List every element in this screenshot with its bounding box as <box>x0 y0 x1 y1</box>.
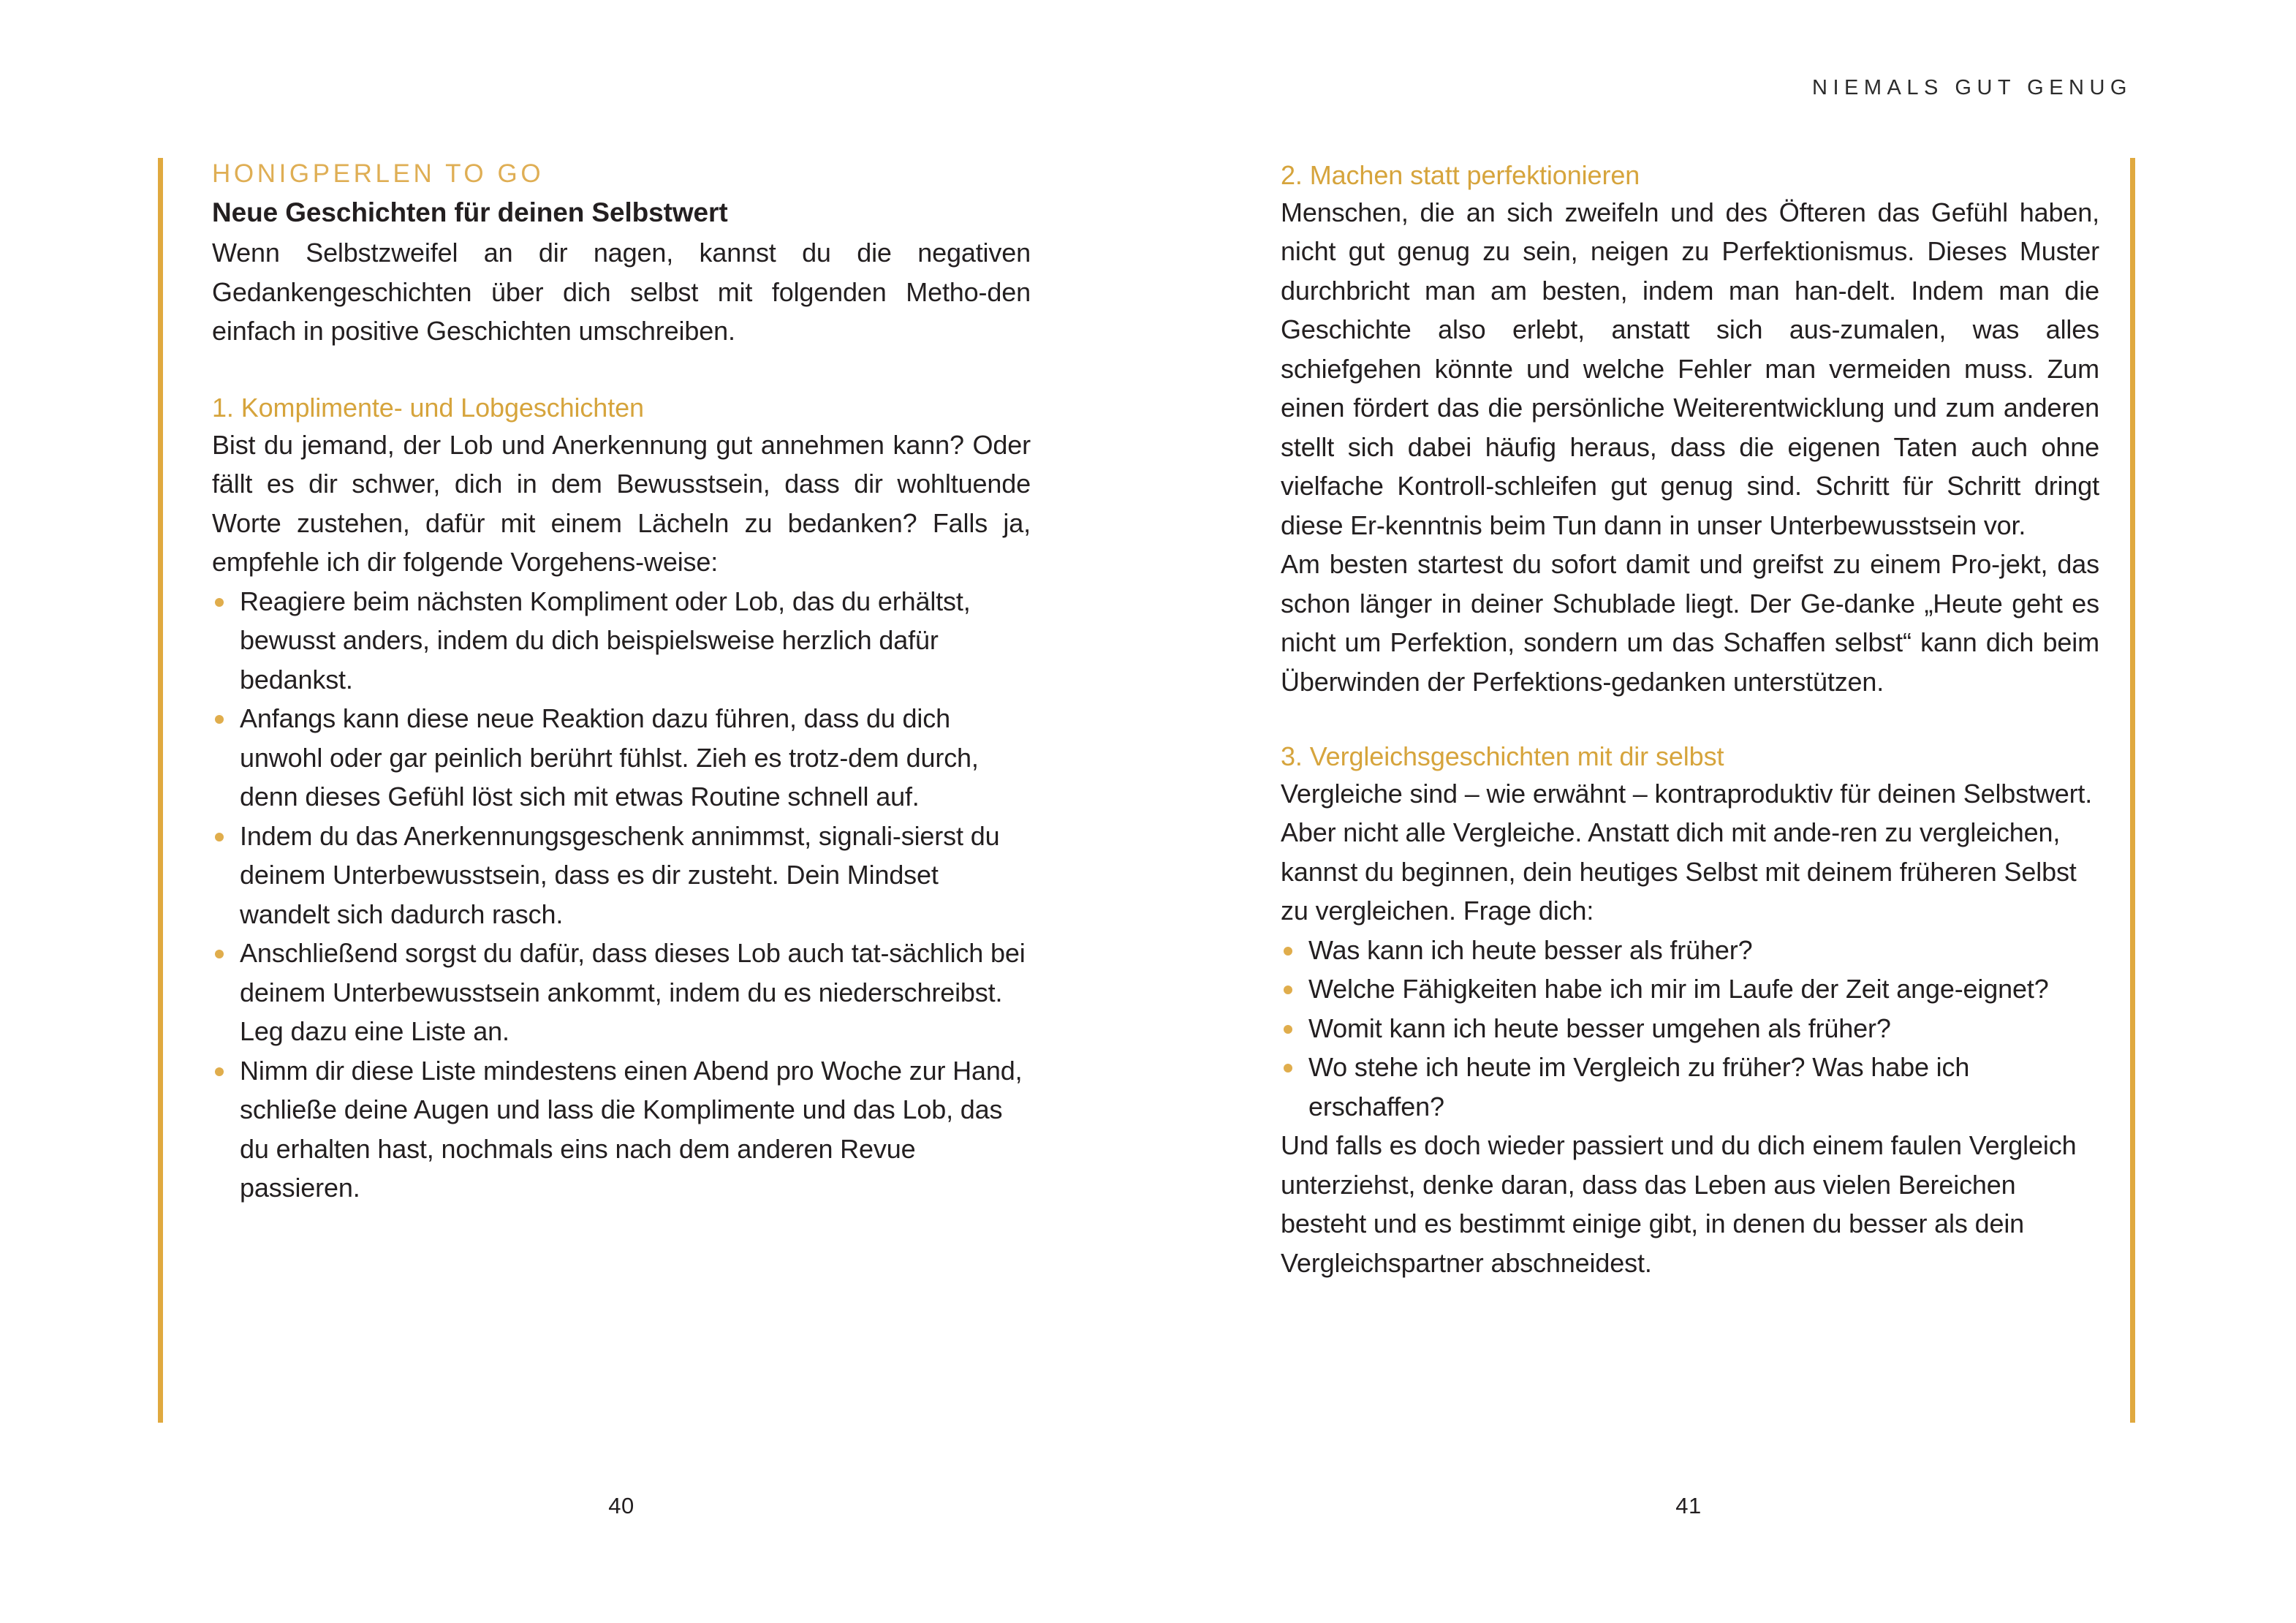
honigperlen-kicker: HONIGPERLEN TO GO <box>212 159 545 188</box>
list-item <box>1281 969 2099 1009</box>
page-left <box>212 158 1031 1208</box>
section-heading-2: 2. Machen statt perfektionieren <box>1281 160 1640 190</box>
list-item-text: Welche Fähigkeiten habe ich mir im Laufe der Zeit ange-eignet? <box>1308 974 2049 1005</box>
intro-paragraph: Wenn Selbstzweifel an dir nagen, kannst du die negativen Gedankengeschichten über dich selbst mit folgenden Metho-den einfach in positive Geschichten umschreiben. <box>212 238 1031 347</box>
list-item <box>212 934 1031 1051</box>
list-item <box>212 582 1031 700</box>
list-item-text: Reagiere beim nächsten Kompliment oder Lob, das du erhältst, bewusst anders, indem du dich beispielsweise herzlich dafür bedankst. <box>240 586 971 695</box>
spacer <box>1281 701 2099 739</box>
bullet-dot-icon <box>1284 1025 1292 1034</box>
section-3-paragraph-1: Vergleiche sind – wie erwähnt – kontraproduktiv für deinen Selbstwert. Aber nicht alle Vergleiche. Anstatt dich mit ande-ren zu vergleichen, kannst du beginnen, dein heutiges Selbst mit deinem früheren Selbst zu vergleichen. Frage dich: <box>1281 778 2093 926</box>
section-heading-1: 1. Komplimente- und Lobgeschichten <box>212 392 644 423</box>
page-right <box>1281 158 2099 1282</box>
section-heading-3: 3. Vergleichsgeschichten mit dir selbst <box>1281 741 1724 772</box>
list-item-text: Wo stehe ich heute im Vergleich zu früher? Was habe ich erschaffen? <box>1308 1052 1970 1121</box>
list-item-text: Indem du das Anerkennungsgeschenk annimmst, signali-sierst du deinem Unterbewusstsein, dass es dir zusteht. Dein Mindset wandelt sich dadurch rasch. <box>240 820 1000 929</box>
list-item <box>1281 931 2099 970</box>
list-item <box>212 817 1031 934</box>
section-1-paragraph: Bist du jemand, der Lob und Anerkennung gut annehmen kann? Oder fällt es dir schwer, dich in dem Bewusstsein, dass dir wohltuende Worte zustehen, dafür mit einem Lächeln zu bedanken? Falls ja, empfehle ich dir folgende Vorgehens-weise: <box>212 429 1031 577</box>
bullet-dot-icon <box>1284 947 1292 956</box>
spacer <box>212 351 1031 390</box>
list-item-text: Womit kann ich heute besser umgehen als früher? <box>1308 1013 1891 1043</box>
bullet-dot-icon <box>1284 1064 1292 1072</box>
list-item <box>212 699 1031 817</box>
page-number-left: 40 <box>608 1493 634 1518</box>
running-head: NIEMALS GUT GENUG <box>1812 76 2132 99</box>
list-item-text: Anschließend sorgst du dafür, dass dieses Lob auch tat-sächlich bei deinem Unterbewusstsein ankommt, indem du es niederschreibst. Leg dazu eine Liste an. <box>240 938 1026 1046</box>
section-3-paragraph-2: Und falls es doch wieder passiert und du dich einem faulen Vergleich unterziehst, denke daran, dass das Leben aus vielen Bereichen besteht und es bestimmt einige gibt, in denen du besser als dein Vergleichspartner abschneidest. <box>1281 1130 2077 1278</box>
bullet-dot-icon <box>215 950 224 958</box>
bullet-dot-icon <box>215 1067 224 1076</box>
gold-rule-left <box>158 158 163 1423</box>
list-item <box>212 1051 1031 1208</box>
section-2-paragraph-2: Am besten startest du sofort damit und greifst zu einem Pro-jekt, das schon länger in deiner Schublade liegt. Der Ge-danke „Heute geht es nicht um Perfektion, sondern um das Schaffen selbst“ kann dich beim Überwinden der Perfektions-gedanken unterstützen. <box>1281 549 2099 697</box>
page-subtitle: Neue Geschichten für deinen Selbstwert <box>212 197 728 228</box>
list-item <box>1281 1048 2099 1126</box>
list-item-text: Was kann ich heute besser als früher? <box>1308 934 1753 965</box>
bullet-dot-icon <box>1284 985 1292 994</box>
section-3-bullet-list <box>1281 931 2099 1127</box>
bullet-dot-icon <box>215 598 224 607</box>
bullet-dot-icon <box>215 833 224 841</box>
list-item <box>1281 1009 2099 1048</box>
section-2-paragraph-1: Menschen, die an sich zweifeln und des Öfteren das Gefühl haben, nicht gut genug zu sein, neigen zu Perfektionismus. Dieses Muster durchbricht man am besten, indem man han-delt. Indem man die Geschichte also erlebt, anstatt sich aus-zumalen, was alles schiefgehen könnte und welche Fehler man vermeiden muss. Zum einen fördert das die persönliche Weiterentwicklung und zum anderen stellt sich dabei häufig heraus, dass die eigenen Taten auch ohne vielfache Kontroll-schleifen gut genug sind. Schritt für Schritt dringt diese Er-kenntnis beim Tun dann in unser Unterbewusstsein vor. <box>1281 197 2099 540</box>
page-number-right: 41 <box>1675 1493 1702 1518</box>
section-1-bullet-list <box>212 582 1031 1208</box>
bullet-dot-icon <box>215 715 224 724</box>
list-item-text: Nimm dir diese Liste mindestens einen Abend pro Woche zur Hand, schließe deine Augen und lass die Komplimente und das Lob, das du erhalten hast, nochmals eins nach dem anderen Revue passieren. <box>240 1055 1023 1203</box>
gold-rule-right <box>2130 158 2135 1423</box>
list-item-text: Anfangs kann diese neue Reaktion dazu führen, dass du dich unwohl oder gar peinlich berührt fühlst. Zieh es trotz-dem durch, denn dieses Gefühl löst sich mit etwas Routine schnell auf. <box>240 703 979 812</box>
